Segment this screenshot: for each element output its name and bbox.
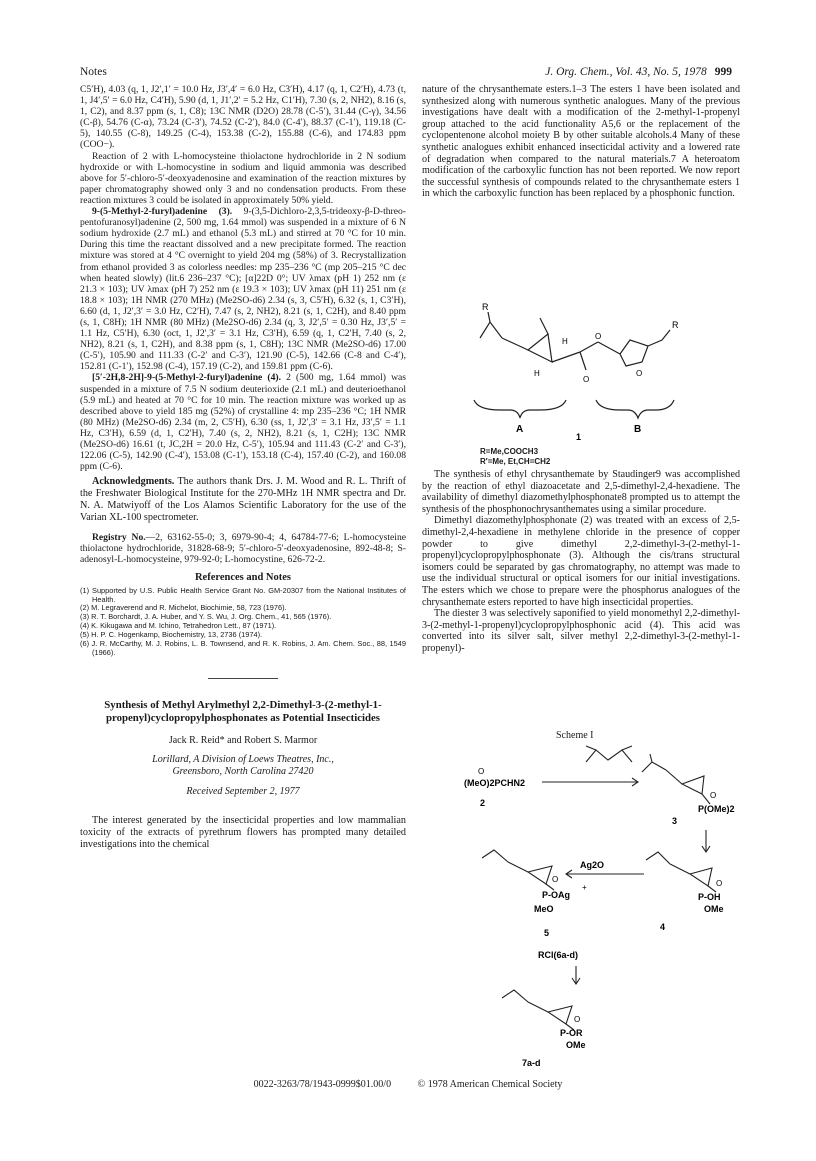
compound-7-number: 7a-d (522, 1058, 541, 1068)
intro-paragraph: The interest generated by the insecticidal properties and low mammalian toxicity of the extracts of pyrethrum flowers has prompted many detailed investigations into the chemical (80, 815, 406, 851)
compound-3-heading: 9-(5-Methyl-2-furyl)adenine (3). (92, 206, 233, 218)
compound-4-heading: [5′-2H,8-2H]-9-(5-Methyl-2-furyl)adenine (4). (92, 372, 281, 384)
substituent-R: R=Me,COOCH3 (480, 447, 539, 456)
received-date: Received September 2, 1977 (186, 786, 300, 797)
running-header-journal (545, 66, 732, 78)
article-affiliation (80, 754, 406, 778)
compound-3-O-label: O (710, 791, 717, 800)
compound-3-text: 9-(3,5-Dichloro-2,3,5-trideoxy-β-D-threo-pentofuranosyl)adenine (2, 500 mg, 1.64 mmol) was suspended in a mixture of 6 N sodium hydroxide (2.7 mL) and ethanol (5.3 mL) and stirred at 70 °C for 10 min. During this time the reactant dissolved and a new precipitate formed. The reaction mixture was stored at 4 °C overnight to yield 204 mg (58%) of 3. Recrystallization from ethanol provided 3 as colorless needles: mp 235–236 °C (mp 205–215 °C dec when heated slowly) (lit.6 236–237 °C); [α]22D 0°; UV λmax (pH 1) 252 nm (ε 21.3 × 103); UV λmax (pH 7) 252 nm (ε 19.3 × 103); UV λmax (pH 11) 251 nm (ε 18.8 × 103); 1H NMR (270 MHz) (Me2SO-d6) 2.34 (s, 3, C5′H), 6.32 (s, 1, C3′H), 6.60 (d, 1, J2′,3′ = 3.0 Hz, C2′H), 7.47 (s, 2, NH2), 8.21 (s, 1, C2H), and 8.40 ppm (s, 1, C8H); 1H NMR (80 MHz) (Me2SO-d6) 2.34 (q, 3, J2′,5′ = 0.30 Hz, J3′,5′ = 1.1 Hz, C5′H), 6.30 (oct, 1, J2′,3′ = 3.1 Hz, C3′H), 6.59 (q, 1, C2′H, 7.40 (s, 2, NH2), 8.21 (s, 1, C2H), and 8.38 ppm (s, 1, C8H); 13C NMR (Me2SO-d6) 17.00 (C-5′), 105.90 and 111.33 (C-2′ and C-3′), 121.90 (C-5), 142.66 (C-8 and C-4′), 152.81 (C-1′), 152.98 (C-4), 157.19 (C-2), and 159.81 ppm (C-6). (80, 206, 406, 373)
silver-charge: + (582, 883, 587, 892)
structure-R-prime-label: R (672, 320, 679, 330)
scheme-title: Scheme I (556, 730, 594, 741)
compound-5-number: 5 (544, 928, 550, 938)
section-divider (208, 678, 278, 679)
intro-continuation: nature of the chrysanthemate esters.1–3 The esters 1 have been isolated and synthesized along with numerous synthetic analogues. Many of the previous investigations have dealt with a modification of the 2-methyl-1-propenyl group attached to the acid functionality A5,6 or the replacement of the cyclopentenone alcohol moiety B by other suitable alcohols.4 Many of these synthetic analogues exhibit enhanced insecticidal activity and a lowered rate of degradation when compared to the natural materials.7 A heteroatom modification of the carboxylic function has not been reported. We now report the successful synthesis of compounds related to the chrysanthemate esters 1 in which the carboxylic function has been replaced by a phosphonic function. (422, 84, 740, 200)
affiliation-line-1: Lorillard, A Division of Loews Theatres, Inc., (152, 754, 334, 765)
compound-3-group: P(OMe)2 (698, 804, 735, 814)
article-authors: Jack R. Reid* and Robert S. Marmor (168, 734, 318, 746)
acknowledgments-text: The authors thank Drs. J. M. Wood and R. L. Thrift of the Freshwater Biological Institute for the 270-MHz 1H NMR spectra and Dr. N. A. Matwiyoff of the Los Alamos Scientific Laboratory for the use of the Varian XL-100 spectrometer. (80, 476, 406, 524)
compound-4-O-label: O (716, 879, 723, 888)
moiety-A-label: A (516, 424, 524, 435)
registry-heading: Registry No. (92, 532, 146, 544)
compound-4-group: P-OH (698, 892, 721, 902)
compound-3-paragraph (80, 206, 406, 372)
reference-item: (5) H. P. C. Hogenkamp, Biochemistry, 13, 2736 (1974). (80, 630, 263, 640)
scheme-1-diagram (446, 740, 736, 1070)
structure-1-diagram (470, 300, 690, 450)
saponification-paragraph: The diester 3 was selectively saponified to yield monomethyl 2,2-dimethyl-3-(2-methyl-1-propenyl)cyclopropylphosphonic acid (4). This acid was converted into its silver salt, silver methyl 2,2-dimethyl-3-(2-methyl-1-propenyl)- (422, 608, 740, 654)
left-column (80, 84, 406, 851)
alkyl-chloride-reagent: RCl(6a-d) (538, 950, 578, 960)
compound-2-number: 2 (480, 798, 486, 808)
compound-7-group: P-OR (560, 1028, 583, 1038)
reference-item: (1) Supported by U.S. Public Health Service Grant No. GM-20307 from the National Institutes of Health. (80, 585, 406, 604)
acknowledgments-heading: Acknowledgments. (92, 476, 175, 488)
reference-item: (2) M. Legraverend and R. Michelot, Biochimie, 58, 723 (1976). (80, 603, 287, 613)
page-footer (0, 1079, 816, 1090)
compound-7-O-label: O (574, 1015, 581, 1024)
nmr-data-paragraph: C5′H), 4.03 (q, 1, J2′,1′ = 10.0 Hz, J3′,4′ = 6.0 Hz, C3′H), 4.17 (q, 1, C2′H), 4.73 (t, 1, J4′,5′ = 6.0 Hz, C4′H), 5.90 (d, 1, J1′,2′ = 5.2 Hz, C1′H), 7.30 (s, 2, NH2), 8.16 (s, 1, C2), and 8.37 ppm (s, 1, C8); 13C NMR (D2O) 28.78 (C-5′), 31.44 (C-γ), 34.56 (C-β), 54.76 (C-α), 73.24 (C-3′), 74.52 (C-2′), 84.0 (C-4′), 88.37 (C-1′), 119.18 (C-5), 140.55 (C-8), 149.25 (C-4), 153.38 (C-2), 155.88 (C-6), and 174.83 ppm (COO−). (80, 84, 406, 151)
registry-text: —2, 63162-55-0; 3, 6979-90-4; 4, 64784-77-6; L-homocysteine thiolactone hydrochloride, 31828-68-9; 5′-chloro-5′-deoxyadenosine, 892-48-8; S-adenosyl-L-homocysteine, 979-92-0; L-homocystine, 626-72-2. (80, 532, 407, 566)
compound-5-meo: MeO (534, 904, 554, 914)
structure-H-label: H (562, 337, 568, 346)
affiliation-line-2: Greensboro, North Carolina 27420 (172, 766, 314, 777)
reference-item: (3) R. T. Borchardt, J. A. Huber, and Y. S. Wu, J. Org. Chem., 41, 565 (1976). (80, 612, 332, 622)
structure-1-substituents (480, 447, 550, 467)
acknowledgments (80, 476, 406, 524)
copyright-notice: © 1978 American Chemical Society (417, 1079, 563, 1090)
journal-citation: J. Org. Chem., Vol. 43, No. 5, 1978 (545, 66, 707, 78)
compound-3-number: 3 (672, 816, 678, 826)
reagent-2-formula: (MeO)2PCHN2 (464, 778, 526, 788)
structure-O-label: O (595, 332, 602, 341)
staudinger-paragraph: The synthesis of ethyl chrysanthemate by Staudinger9 was accomplished by the reaction of ethyl diazoacetate and 2,5-dimethyl-2,4-hexadiene. The availability of dimethyl diazomethylphosphonate8 prompted us to attempt the synthesis of the phosphonochrysanthemates using a similar procedure. (422, 469, 740, 515)
references-list (80, 587, 406, 658)
moiety-B-label: B (634, 424, 642, 435)
compound-1-number: 1 (576, 432, 582, 442)
structure-H-label: H (534, 369, 540, 378)
structure-O-label: O (583, 375, 590, 384)
reaction-paragraph: Reaction of 2 with L-homocysteine thiolactone hydrochloride in 2 N sodium hydroxide or with L-homocystine in sodium and liquid ammonia was described above for 5′-chloro-5′-deoxyadenosine and examination of the reaction mixtures by paper chromatography showed only 3 and no condensation products. From these reaction mixtures 3 could be isolated in approximately 50% yield. (80, 150, 406, 206)
reagent-O-label: O (478, 767, 485, 776)
silver-oxide-reagent: Ag2O (580, 860, 605, 870)
synthesis-paragraph: Dimethyl diazomethylphosphonate (2) was treated with an excess of 2,5-dimethyl-2,4-hexadiene in methylene chloride in the presence of copper powder to give dimethyl 2,2-dimethyl-3-(2-methyl-1-propenyl)cyclopropylphosphonate (3). Although the cis/trans structural isomers could be separated by gas chromatography, no attempt was made to use the individual structural or optical isomers for our initial investigations. The esters which we chose to prepare were the phosphorus analogues of the chrysanthemate esters reported to have high insecticidal properties. (422, 515, 740, 608)
substituent-R-prime: R′=Me, Et,CH=CH2 (480, 457, 551, 466)
compound-4-text: 2 (500 mg, 1.64 mmol) was suspended in a mixture of 7.5 N sodium deuterioxide (2.1 mL) and deuterioethanol (5.9 mL) and heated at 70 °C for 10 min. The reaction mixture was worked up as described above to yield 185 mg (52%) of crystalline 4: mp 235–236 °C; 1H NMR (80 MHz) (Me2SO-d6) 2.34 (m, 2, C5′H), 6.30 (ss, 1, J2′,3′ = 3.1 Hz, J3′,5′ = 1.1 Hz, C3′H), 6.59 (d, 1, C2′H), 7.40 (s, 2, NH2), 8.21 (s, 1, C2H); 13C NMR (Me2SO-d6) 16.61 (t, JC,2H = 20.0 Hz, C-5′), 105.94 and 111.43 (C-2′ and C-3′), 122.06 (C-5), 142.90 (C-4′), 153.08 (C-1′), 153.18 (C-4), 157.40 (C-2), and 160.08 ppm (C-6). (80, 372, 406, 473)
registry-numbers (80, 532, 406, 565)
structure-R-label: R (482, 302, 489, 312)
running-header-section: Notes (80, 66, 107, 78)
article-title: Synthesis of Methyl Arylmethyl 2,2-Dimethyl-3-(2-methyl-1-propenyl)cyclopropylphosphonates as Potential Insecticides (104, 698, 382, 724)
right-column-top (422, 84, 740, 200)
article-code: 0022-3263/78/1943-0999$01.00/0 (253, 1079, 392, 1090)
reference-item: (6) J. R. McCarthy, M. J. Robins, L. B. Townsend, and R. K. Robins, J. Am. Chem. Soc., 88, 1549 (1966). (80, 639, 406, 657)
page-number: 999 (714, 66, 732, 78)
compound-4-number: 4 (660, 922, 666, 932)
compound-4-paragraph (80, 372, 406, 472)
references-title: References and Notes (194, 571, 292, 583)
reference-item: (4) K. Kikugawa and M. Ichino, Tetrahedron Lett., 87 (1971). (80, 621, 277, 631)
right-column-bottom (422, 469, 740, 655)
structure-O-label: O (636, 369, 643, 378)
compound-7-ome: OMe (566, 1040, 586, 1050)
compound-5-group: P-OAg (542, 890, 570, 900)
compound-5-O-label: O (552, 875, 559, 884)
compound-4-ome: OMe (704, 904, 724, 914)
